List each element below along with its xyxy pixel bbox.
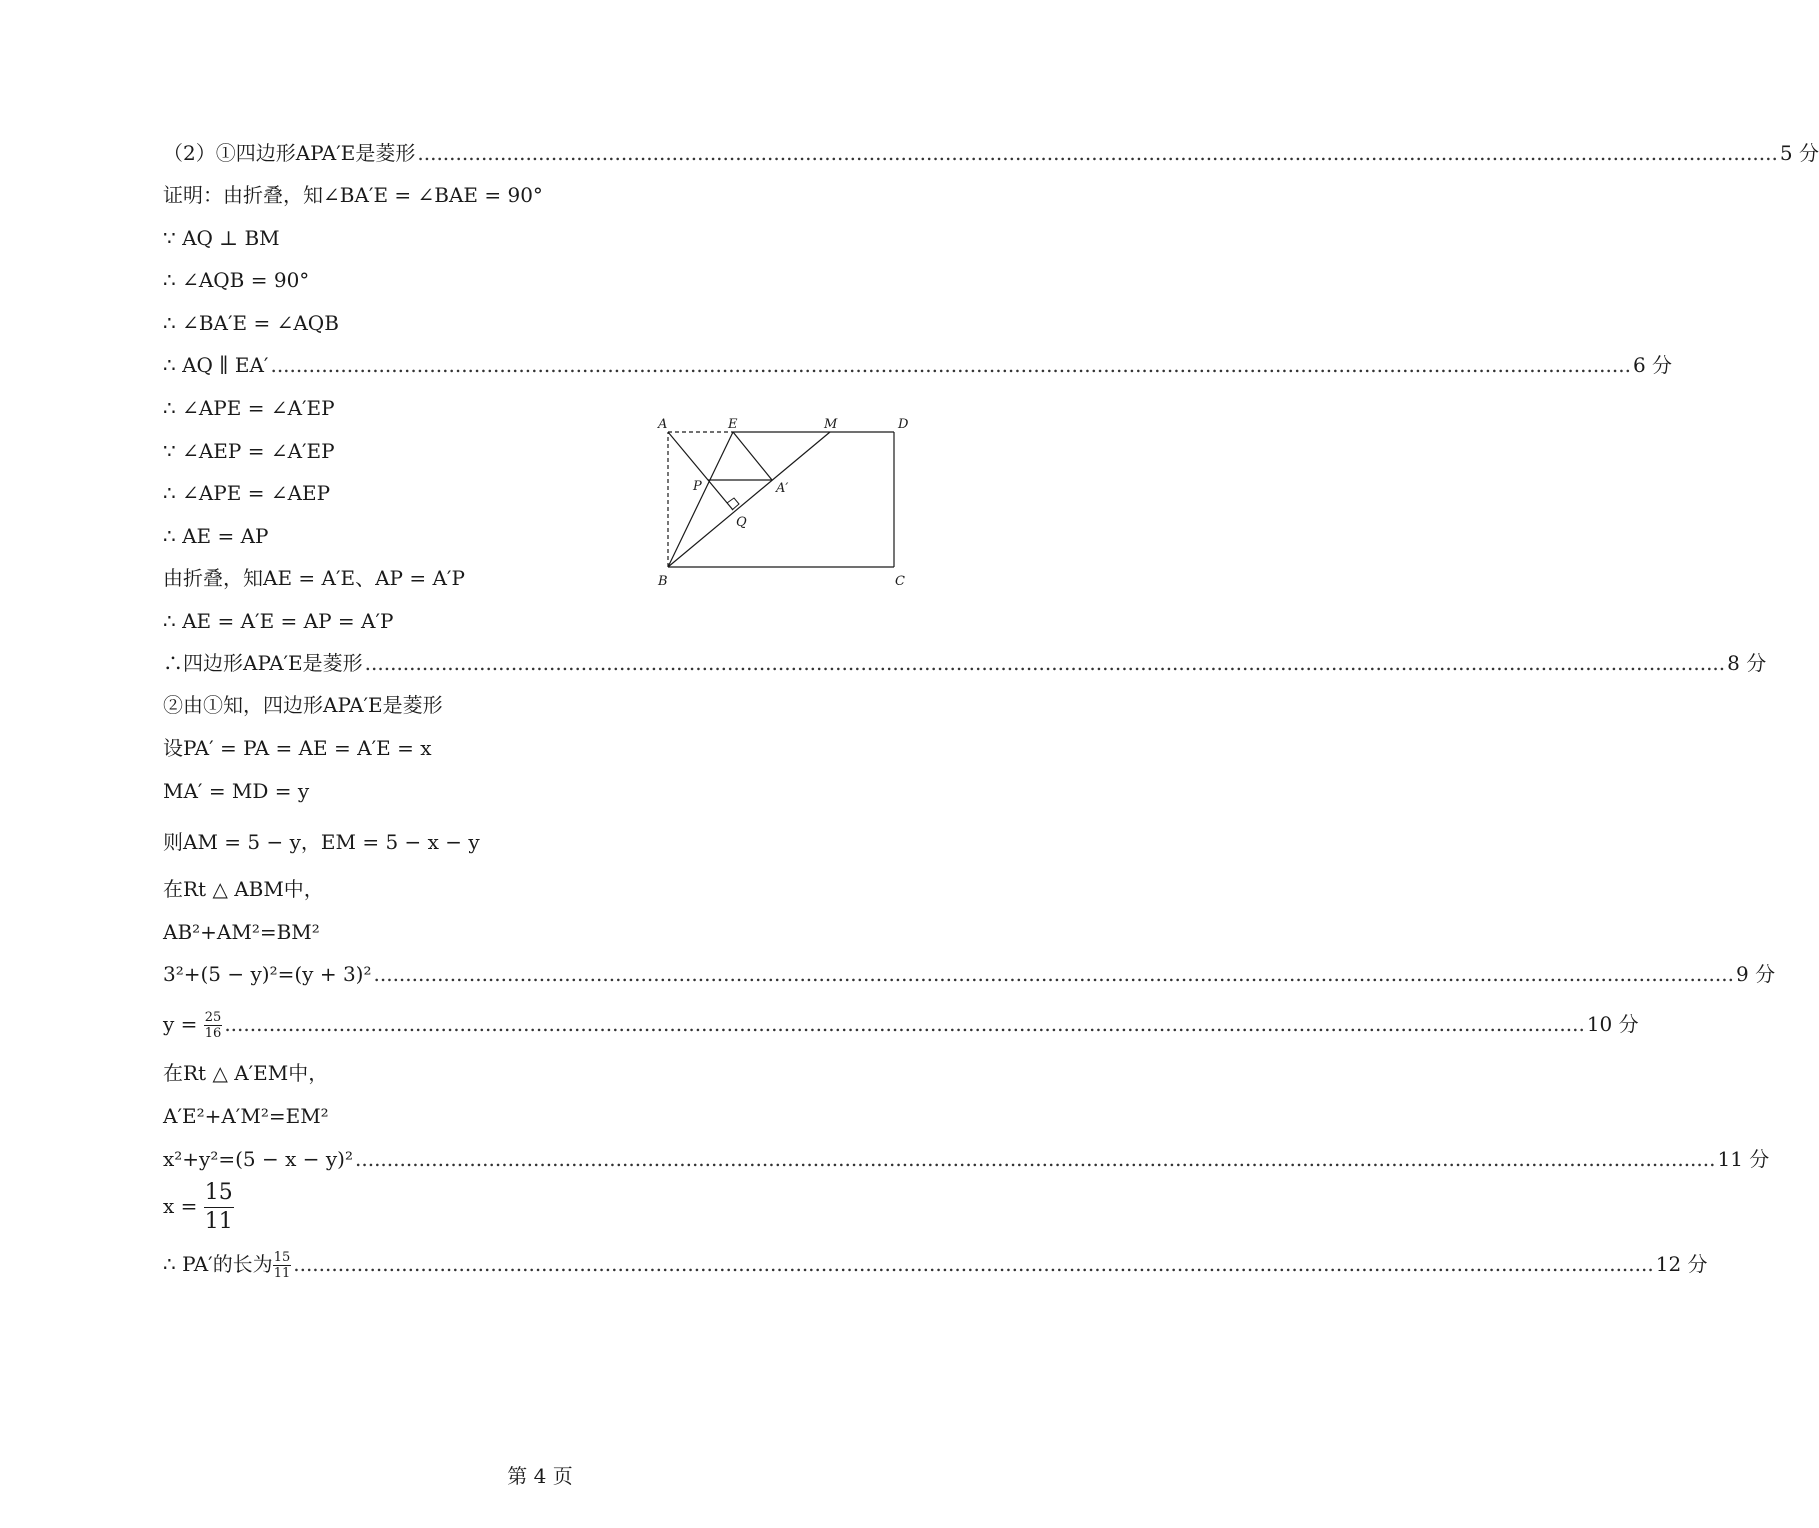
leader-dots: ...................................................................................................................................................................................................................... [224, 1012, 1585, 1036]
solution-line-21 [163, 1009, 1639, 1041]
solution-line-19: AB²+AM²=BM² [163, 920, 320, 944]
label-Q: Q [736, 515, 747, 530]
label-E: E [728, 417, 738, 432]
solution-line-18: 在Rt △ ABM中， [163, 877, 324, 901]
fraction-numerator: 15 [273, 1250, 291, 1265]
label-A-prime: A′ [776, 481, 789, 496]
solution-line-text [163, 1009, 222, 1040]
label-M: M [824, 417, 838, 432]
solution-line-24 [163, 1144, 1770, 1174]
solution-line-3: ∵ AQ ⊥ BM [163, 226, 280, 250]
solution-line-5: ∴ ∠BA′E = ∠AQB [163, 311, 339, 335]
fraction-denominator: 16 [204, 1026, 222, 1041]
solution-line-text: ∴四边形APA′E是菱形 [163, 651, 363, 675]
score-label: 11 分 [1717, 1147, 1770, 1171]
solution-line-23: A′E²+A′M²=EM² [163, 1104, 329, 1128]
label-C: C [895, 574, 905, 589]
solution-line-25 [163, 1182, 234, 1233]
fraction-denominator: 11 [273, 1266, 291, 1281]
solution-line-22: 在Rt △ A′EM中， [163, 1061, 329, 1085]
solution-line-17: 则AM = 5 − y，EM = 5 − x − y [163, 830, 480, 854]
solution-line-text: （2）①四边形APA′E是菱形 [163, 141, 416, 165]
fraction [273, 1251, 292, 1280]
segment-BE [668, 432, 733, 567]
solution-line-11: 由折叠，知AE = A′E、AP = A′P [163, 566, 465, 590]
leader-dots: ...................................................................................................................................................................................................................... [364, 651, 1726, 675]
fraction-numerator: 15 [204, 1182, 234, 1208]
solution-line-text: 3²+(5 − y)²=(y + 3)² [163, 962, 372, 986]
label-D: D [898, 417, 909, 432]
solution-line-8: ∵ ∠AEP = ∠A′EP [163, 439, 335, 463]
page-number-footer: 第 4 页 [507, 1464, 573, 1488]
equation-prefix: ∴ PA′的长为 [163, 1252, 273, 1276]
score-label: 8 分 [1727, 651, 1767, 675]
label-P: P [693, 479, 702, 494]
score-label: 12 分 [1655, 1252, 1708, 1276]
leader-dots: ...................................................................................................................................................................................................................... [373, 962, 1734, 986]
solution-line-text [163, 1249, 291, 1280]
solution-line-20 [163, 959, 1776, 989]
solution-line-9: ∴ ∠APE = ∠AEP [163, 481, 331, 505]
solution-line-10: ∴ AE = AP [163, 524, 269, 548]
solution-line-7: ∴ ∠APE = ∠A′EP [163, 396, 335, 420]
solution-line-13 [163, 648, 1767, 678]
score-label: 5 分 [1779, 141, 1819, 165]
leader-dots: ...................................................................................................................................................................................................................... [270, 353, 1631, 377]
fraction [204, 1011, 223, 1040]
leader-dots: ...................................................................................................................................................................................................................... [355, 1147, 1716, 1171]
solution-line-2: 证明：由折叠，知∠BA′E = ∠BAE = 90° [163, 183, 543, 207]
segment-EA-prime [733, 432, 772, 480]
score-label: 10 分 [1586, 1012, 1639, 1036]
solution-line-text: ∴ AQ ∥ EA′ [163, 353, 269, 377]
leader-dots: ...................................................................................................................................................................................................................... [293, 1252, 1654, 1276]
solution-line-12: ∴ AE = A′E = AP = A′P [163, 609, 394, 633]
score-label: 6 分 [1632, 353, 1673, 377]
label-A: A [658, 417, 668, 432]
equation-prefix: x = [163, 1194, 204, 1218]
right-angle-marker [727, 498, 739, 510]
geometry-figure [648, 410, 918, 595]
fraction [204, 1182, 234, 1233]
leader-dots: ...................................................................................................................................................................................................................... [417, 141, 1778, 165]
score-label: 9 分 [1736, 962, 1776, 986]
geometry-diagram [648, 410, 918, 595]
solution-line-14: ②由①知，四边形APA′E是菱形 [163, 693, 443, 717]
solution-line-6 [163, 350, 1673, 380]
fraction-denominator: 11 [204, 1209, 233, 1234]
solution-line-26 [163, 1249, 1708, 1281]
solution-line-15: 设PA′ = PA = AE = A′E = x [163, 736, 432, 760]
solution-line-1 [163, 138, 1819, 168]
solution-line-16: MA′ = MD = y [163, 779, 310, 803]
solution-line-text: x²+y²=(5 − x − y)² [163, 1147, 353, 1171]
fraction-numerator: 25 [204, 1010, 222, 1025]
solution-line-4: ∴ ∠AQB = 90° [163, 268, 310, 292]
equation-prefix: y = [163, 1012, 204, 1036]
label-B: B [658, 574, 668, 589]
